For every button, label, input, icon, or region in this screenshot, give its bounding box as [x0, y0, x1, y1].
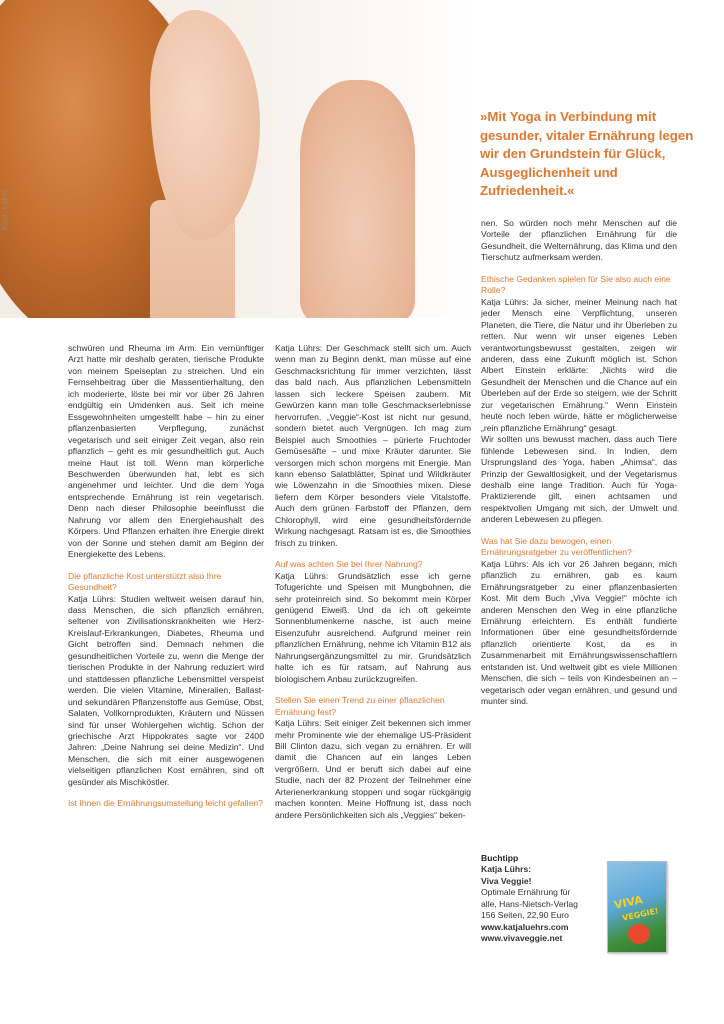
book-tip-heading: Buchtipp — [481, 853, 519, 863]
vegetable-icon — [628, 924, 650, 944]
article-column-3 — [481, 218, 677, 708]
pull-quote: »Mit Yoga in Verbindung mit gesunder, vitaler Ernährung legen wir den Grundstein für Glück, Ausgeglichenheit und Zufriedenheit.« — [480, 109, 694, 199]
question-heading: Ist Ihnen die Ernährungsumstellung leicht gefallen? — [68, 798, 263, 809]
article-column-1 — [68, 343, 264, 810]
paragraph: Katja Lührs: Ja sicher, meiner Meinung nach hat jeder Mensch eine Verpflichtung, unseren Planeten, die Tiere, die Natur und ihr Überleben zu retten. Nur wenn wir unser eigenes Leben verantwortungsbewusst gestalten, zeigen wir anderen, dass eine Zukunft möglich ist. Schon Albert Einstein erklärte: „Nichts wird die Gesundheit der Menschen und die Chance auf ein Überleben auf der Erde so steigern, wie der Schritt zur vegetarischen Ernährung.“ Wenn Einstein heute noch leben würde, hätte er möglicherweise „rein pflanzliche Ernährung“ gesagt. — [481, 296, 677, 433]
book-info-line: 156 Seiten, 22,90 Euro — [481, 910, 569, 921]
article-column-2 — [275, 343, 471, 821]
question-heading: Stellen Sie einen Trend zu einer pflanzlichen Ernährung fest? — [275, 695, 445, 717]
photo-credit: Foto: Lührs — [2, 189, 9, 230]
paragraph: nen. So würden noch mehr Menschen auf die Vorteile der pflanzlichen Ernährung für die Gesundheit, die Welternährung, das Klima und den Tierschutz aufmerksam werden. — [481, 218, 677, 263]
book-cover-title: VIVA — [612, 893, 644, 912]
book-author: Katja Lührs: — [481, 864, 532, 875]
question-heading: Was hat Sie dazu bewogen, einen Ernährungsratgeber zu veröffentlichen? — [481, 535, 632, 558]
website-link[interactable]: www.katjaluehrs.com — [481, 921, 569, 932]
book-title: Viva Veggie! — [481, 875, 532, 886]
paragraph: Katja Lührs: Als ich vor 26 Jahren begann, mich pflanzlich zu ernähren, gab es kaum Ernährungsratgeber zu einer pflanzenbasierten Kost. Mit dem Buch „Viva Veggie!“ möchte ich anderen Menschen den Weg in eine pflanzliche Ernährung erleichtern. Es enthält fundierte Informationen über eine gesundheitsfördernde pflanzlich orientierte Kost, da es in Zusammenarbeit mit Ernährungswissenschaftlern entstanden ist. Und weltweit gibt es viele Millionen Menschen, die sich – teils von Kindesbeinen an – vegetarisch oder vegan ernähren, und gesund und munter sind. — [481, 558, 677, 707]
book-tip-box — [481, 853, 611, 945]
paragraph: Katja Lührs: Studien weltweit weisen darauf hin, dass Menschen, die sich pflanzlich ernähren, seltener von Zivilisationskrankheiten wie Herz-Kreislauf-Erkrankungen, Diabetes, Rheuma und Gicht betroffen sind. Demnach nehmen die gesundheitlichen Vorteile zu, wenn die Menge der tierischen Produkte in der Nahrung reduziert wird und stattdessen pflanzliche Lebensmittel verspeist werden. Die vielen Vitamine, Mineralien, Ballast- und sekundären Pflanzenstoffe aus Gemüse, Obst, Salaten, Vollkornprodukten, Kräutern und Nüssen sind für unser Wohlergehen wichtig. Schon der griechische Arzt Hippokrates sagte vor 2400 Jahren: „Deine Nahrung sei deine Medizin“. Und Menschen, die sich mit einer ausgewogenen vielseitigen pflanzlichen Kost ernähren, sind oft gesünder als Mischköstler. — [68, 593, 264, 787]
question-heading: Ethische Gedanken spielen für Sie also auch eine Rolle? — [481, 273, 671, 296]
question-heading: Auf was achten Sie bei Ihrer Nahrung? — [275, 559, 423, 570]
paragraph: schwüren und Rheuma im Arm. Ein vernünftiger Arzt hatte mir deshalb geraten, tierische Produkte von meinem Speiseplan zu streichen. Und ein Fernsehbeitrag über die Massentierhaltung, den ich moderierte, löste bei mir vor über 26 Jahren endgültig ein Umdenken aus. Seit ich meine Essgewohnheiten umgestellt habe – hin zu einer pflanzenbasierten Verpflegung, zunächst vegetarisch und seit einiger Zeit vegan, also rein pflanzlich – geht es mir gesundheitlich gut. Auch meine Haut ist toll. Wenn man körperliche Beschwerden überwunden hat, lebt es sich angenehmer und leichter. Und die dem Yoga entsprechende Ernährung ist rein vegetarisch. Denn nach dieser Philosophie beeinflusst die Nahrung vor allem den Energiehaushalt des Körpers. Und Pflanzen erhalten ihre Energie direkt von der Sonne und stehen damit am Beginn der Energiekette des Lebens. — [68, 343, 264, 560]
question-heading: Die pflanzliche Kost unterstützt also Ihre Gesundheit? — [68, 570, 222, 593]
praying-hands-shape — [300, 80, 415, 318]
book-info-line: alle, Hans-Nietsch-Verlag — [481, 898, 578, 909]
paragraph: Wir sollten uns bewusst machen, dass auch Tiere fühlende Lebewesen sind. In Indien, dem Ursprungsland des Yoga, haben „Ahimsa“, das Prinzip der Gewaltlosigkeit, und der Vegetarismus deshalb eine lange Tradition. Auch für Yoga-Praktizierende gilt, einen achtsamen und respektvollen Umgang mit sich, der Umwelt und anderen Lebewesen zu pflegen. — [481, 434, 677, 525]
paragraph: Katja Lührs: Grundsätzlich esse ich gerne Tofugerichte und Speisen mit Mungbohnen, die sehr proteinreich sind. So bekommt mein Körper genügend Eiweiß. Und da ich oft gekeimte Sonnenblumenkerne nasche, ist auch meine Eisenzufuhr ausreichend. Aufgrund meiner rein pflanzlichen Ernährung, nehme ich Vitamin B12 als Nahrungsergänzungsmittel zu mir. Grundsätzlich halte ich es für ratsam, auf Nahrung aus biologischem Anbau zurückzugreifen. — [275, 570, 471, 684]
portrait-photo — [0, 0, 478, 318]
paragraph: Katja Lührs: Seit einiger Zeit bekennen sich immer mehr Prominente wie der ehemalige US-Präsident Bill Clinton dazu, sich vegan zu ernähren. Er will damit die Chancen auf ein langes Leben vergrößern. Und er beruft sich dabei auf eine Studie, nach der 82 Prozent der Teilnehmer eine Arterienerkrankung stoppen und sogar rückgängig machen konnten. Meine Hoffnung ist, dass noch andere Persönlichkeiten sich als „Veggies“ beken- — [275, 718, 471, 820]
paragraph: Katja Lührs: Der Geschmack stellt sich um. Auch wenn man zu Beginn denkt, man müsse auf eine Geschmacksrichtung für immer verzichten, lässt das bald nach. Aus pflanzlichen Lebensmitteln lassen sich leckere Speisen zaubern. Mit Gewürzen kann man tolle Geschmackserlebnisse hervorrufen. „Veggie“-Kost ist nicht nur gesund, sondern bietet auch Vergnügen. Ich mag zum Beispiel auch Smoothies – pürierte Fruchtoder Gemüsesäfte – und mixe Kräuter darunter. Sie versorgen mich schon morgens mit Energie. Man kann ebenso Salatblätter, Spinat und Wildkräuter wie Löwenzahn in die Smoothies mixen. Diese liefern dem Körper besonders viele Vitalstoffe. Auch dem grünen Farbstoff der Pflanzen, dem Chlorophyll, wird eine gesundheitsfördernde Wirkung nachgesagt. Ratsam ist es, die Smoothies frisch zu trinken. — [275, 343, 471, 548]
book-cover-subtitle: VEGGIE! — [621, 906, 660, 923]
website-link[interactable]: www.vivaveggie.net — [481, 933, 563, 944]
book-cover-image — [607, 861, 667, 953]
book-info-line: Optimale Ernährung für — [481, 887, 571, 898]
